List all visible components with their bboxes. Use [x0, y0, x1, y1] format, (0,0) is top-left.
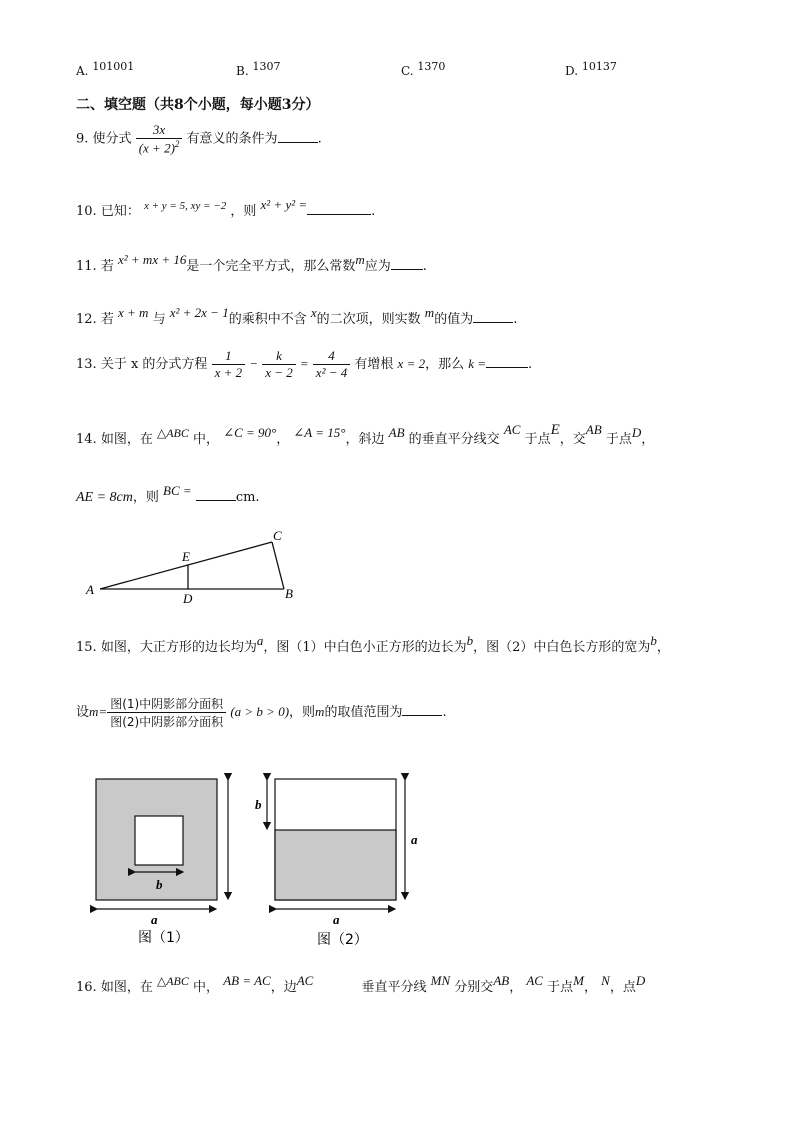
option-letter: A.: [76, 64, 89, 78]
label-e: E: [182, 549, 190, 564]
question-number: 16.: [76, 980, 97, 995]
question-text: ，边: [270, 980, 297, 995]
math-expression: x + y = 5, xy = −2: [143, 200, 227, 212]
question-text: .: [442, 705, 447, 720]
numerator: 图(1)中阴影部分面积: [110, 697, 224, 711]
side-cb: [272, 542, 284, 589]
question-text: ，: [276, 432, 290, 447]
question-text: 的二次项，则实数: [316, 312, 421, 327]
question-text: ，那么: [425, 357, 465, 372]
numerator: k: [276, 348, 282, 363]
question-16: [76, 973, 646, 995]
question-text: .: [371, 204, 376, 219]
option-letter: B.: [236, 64, 249, 78]
question-15: [76, 633, 670, 655]
math-expression: MN: [430, 973, 451, 988]
option-value: 10137: [581, 60, 617, 73]
question-text: ，则: [289, 705, 316, 720]
math-expression: BC =: [163, 483, 192, 498]
answer-blank: [307, 214, 371, 215]
label-b: B: [285, 586, 293, 601]
math-expression: ∠C = 90°: [223, 425, 277, 440]
question-text: 于点: [524, 432, 551, 447]
question-text: 的乘积中不含: [228, 312, 307, 327]
question-10: [76, 197, 376, 219]
question-text: 使分式: [92, 131, 132, 147]
square-figures: [88, 772, 418, 954]
math-expression: AC: [503, 422, 521, 437]
question-12: [76, 305, 518, 327]
math-expression: x + m: [117, 305, 149, 320]
question-text: .: [422, 259, 427, 274]
math-expression: △ABC: [156, 974, 189, 988]
label-b-fig2: b: [255, 797, 262, 812]
question-text: 有增根: [354, 357, 394, 372]
answer-blank: [196, 500, 236, 501]
option-letter: D.: [565, 64, 579, 78]
math-expression: x² + y² =: [260, 197, 308, 212]
question-text: ，: [656, 640, 670, 655]
question-text: 若: [100, 259, 114, 274]
question-text: ，点: [609, 980, 636, 995]
math-expression: AC: [526, 973, 543, 988]
math-expression: x² + mx + 16: [117, 252, 187, 267]
math-expression: △ABC: [156, 426, 189, 440]
label-b-fig1: b: [156, 877, 163, 892]
option-c: [401, 60, 446, 78]
math-variable: D: [635, 973, 646, 988]
label-a-side-fig2: a: [411, 832, 418, 847]
fraction-1: [212, 348, 246, 381]
label-a-fig2: a: [333, 912, 340, 927]
question-text: ，图（2）中白色长方形的宽为: [473, 640, 651, 655]
answer-blank: [278, 142, 318, 143]
question-text: 垂直平分线: [361, 980, 427, 995]
label-a: A: [86, 582, 94, 597]
question-text: 如图，大正方形的边长均为: [100, 640, 257, 655]
math-variable: D: [631, 425, 642, 440]
question-number: 9.: [76, 131, 89, 147]
math-variable: m: [315, 704, 325, 719]
denominator: x + 2: [212, 364, 246, 381]
denominator: x − 2: [262, 364, 296, 381]
denominator-text: (x + 2): [138, 140, 175, 156]
fig1-caption: 图（1）: [138, 930, 189, 946]
math-variable: m: [89, 704, 99, 719]
question-text: 已知：: [100, 204, 140, 219]
answer-blank: [473, 322, 513, 323]
question-text: 如图，在: [100, 980, 153, 995]
question-text: 于点: [605, 432, 632, 447]
label-d: D: [183, 591, 193, 606]
operator: −: [249, 356, 259, 371]
operator: =: [98, 704, 108, 719]
math-expression: AB: [388, 425, 405, 440]
math-variable: E: [550, 422, 560, 438]
question-text: ，斜边: [345, 432, 385, 447]
question-13: [76, 348, 532, 381]
option-d: [565, 60, 617, 78]
question-text: 有意义的条件为: [186, 131, 278, 147]
white-small-square: [135, 816, 183, 865]
answer-blank: [486, 367, 528, 368]
answer-blank: [391, 269, 423, 270]
math-variable: M: [573, 973, 584, 988]
question-text: 如图，在: [100, 432, 153, 447]
question-text: cm.: [235, 490, 260, 505]
math-expression: ∠A = 15°: [293, 425, 346, 440]
denominator: [136, 138, 183, 156]
question-text: ，交: [559, 432, 586, 447]
numerator: 3x: [152, 122, 166, 137]
numerator: 4: [328, 348, 335, 363]
question-text: ，: [641, 432, 655, 447]
question-text: 分别交: [454, 980, 494, 995]
question-number: 14.: [76, 432, 97, 447]
math-expression: AB: [585, 422, 602, 437]
math-variable: m: [355, 252, 365, 267]
label-c: C: [273, 528, 282, 543]
exponent: 2: [174, 139, 180, 149]
math-expression: AC: [296, 973, 314, 988]
numerator: 1: [225, 348, 232, 363]
question-text: ，则: [230, 204, 257, 219]
question-text: 关于 x 的分式方程: [100, 357, 208, 372]
question-number: 13.: [76, 357, 97, 372]
section-title: 二、填空题（共8个小题，每小题3分）: [76, 97, 320, 113]
question-text: .: [528, 357, 533, 372]
fraction-3: [313, 348, 350, 381]
question-text: .: [513, 312, 518, 327]
question-number: 11.: [76, 259, 97, 274]
denominator: 图(2)中阴影部分面积: [107, 712, 226, 730]
math-variable: a: [256, 633, 264, 648]
question-14: [76, 422, 655, 448]
option-value: 1307: [252, 60, 281, 73]
shaded-rectangle: [275, 830, 396, 900]
math-variable: m: [424, 305, 435, 320]
question-text: 与: [152, 312, 166, 327]
question-14-line-2: [76, 483, 260, 506]
option-a: [76, 60, 135, 78]
question-text: ，: [583, 980, 597, 995]
question-text: 的垂直平分线交: [408, 432, 500, 447]
answer-blank: [402, 715, 442, 716]
question-text: 设: [76, 705, 90, 720]
label-a-fig1: a: [151, 912, 158, 927]
question-text: ，: [509, 980, 523, 995]
question-text: 中，: [193, 432, 220, 447]
question-9: [76, 122, 322, 156]
question-text: 应为: [364, 259, 391, 274]
option-letter: C.: [401, 64, 414, 78]
math-expression: AE = 8cm: [76, 490, 133, 505]
question-text: ，则: [132, 490, 159, 505]
question-15-line-2: [76, 695, 447, 730]
question-text: 若: [100, 312, 114, 327]
question-text: .: [317, 131, 322, 147]
math-expression: (a > b > 0): [230, 704, 290, 719]
math-variable: b: [466, 633, 474, 648]
question-text: 的取值范围为: [324, 705, 403, 720]
math-expression: AB = AC: [223, 973, 271, 988]
option-b: [236, 60, 281, 78]
math-expression: x = 2: [397, 356, 426, 371]
fraction: [136, 122, 183, 156]
fraction-2: [262, 348, 296, 381]
question-text: 的值为: [434, 312, 474, 327]
question-number: 15.: [76, 640, 97, 655]
fig2-caption: 图（2）: [317, 932, 368, 948]
question-text: ，图（1）中白色小正方形的边长为: [263, 640, 467, 655]
question-text: 中，: [193, 980, 220, 995]
math-expression: AB: [493, 973, 510, 988]
denominator: x² − 4: [313, 364, 350, 381]
question-number: 12.: [76, 312, 97, 327]
operator: =: [299, 356, 309, 371]
triangle-figure: [80, 522, 310, 608]
option-value: 101001: [92, 60, 135, 73]
math-variable: x: [310, 305, 317, 320]
question-text: 于点: [547, 980, 574, 995]
math-variable: b: [650, 633, 657, 648]
math-expression: k =: [468, 356, 487, 371]
question-text: 是一个完全平方式，那么常数: [186, 259, 356, 274]
question-number: 10.: [76, 204, 97, 219]
area-fraction: [107, 695, 226, 730]
option-value: 1370: [417, 60, 446, 73]
question-11: [76, 252, 427, 274]
math-expression: x² + 2x − 1: [169, 305, 229, 320]
math-variable: N: [601, 973, 610, 988]
